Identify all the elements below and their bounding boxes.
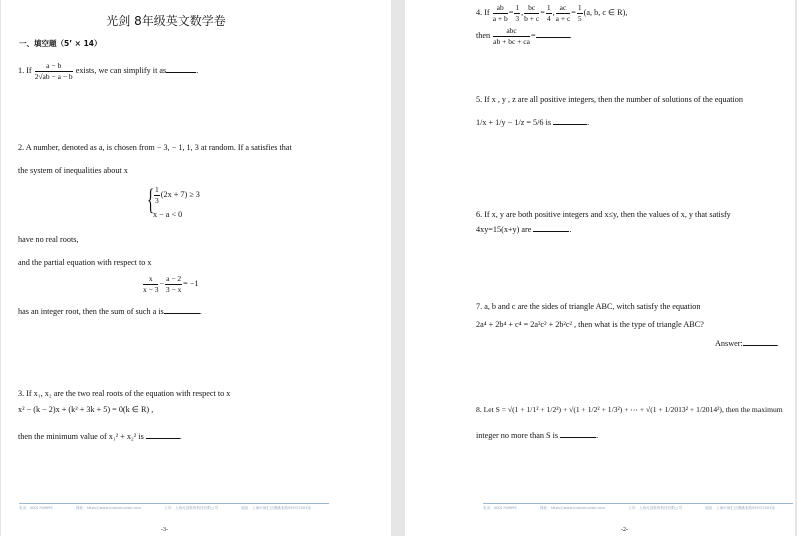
q4-answer-blank: [536, 30, 570, 38]
q5-equation-line: 1/x + 1/y − 1/z = 5/6 is .: [476, 118, 590, 127]
q2-line5-text: has an integer root, then the sum of such a is: [18, 307, 164, 316]
q2-line3: have no real roots,: [18, 235, 79, 244]
q2-answer-blank: [164, 306, 200, 314]
page-right: [405, 0, 795, 536]
system-brace: {: [147, 183, 155, 216]
q4-v2-num: 1: [546, 3, 551, 12]
page-footer: [483, 503, 793, 511]
footer-company: 公司：上海光剑教育科技有限公司: [628, 506, 683, 510]
q1-numerator: a − b: [35, 62, 73, 72]
q4-v3-num: 1: [577, 3, 582, 12]
q5-is: is: [545, 118, 552, 127]
q8-line2-text: integer no more than S is: [476, 431, 559, 440]
q5-line1: 5. If x , y , z are all positive integers, then the number of solutions of the equation: [476, 95, 743, 104]
eq-n1: x: [143, 275, 158, 285]
q8-prefix: 8. Let: [476, 405, 494, 414]
q4-then-text: then: [476, 30, 491, 40]
eq-d1: x − 3: [143, 284, 159, 294]
q7-line1: 7. a, b and c are the sides of triangle ABC, witch satisfy the equation: [476, 302, 701, 311]
q7-answer-label: Answer:: [715, 339, 743, 348]
q3-line2: x² − (k − 2)x + (k² + 3k + 5) = 0(k ∈ R) ,: [18, 405, 154, 414]
q8-answer-blank: [560, 430, 596, 438]
q4-v1-den: 3: [515, 13, 520, 23]
q4-f2-den: b + c: [524, 13, 540, 23]
eq-d2: 3 − x: [165, 284, 182, 294]
q8-line1: [476, 406, 783, 414]
footer-address: 地址：上海市徐汇区漕溪北路595号2503室: [241, 506, 312, 510]
q2-equation: $\frac{x}{x - 3}$ − $\frac{a - 2}{3 - x}$ = −1: [143, 274, 199, 294]
q4-target-den: ab + bc + ca: [493, 36, 530, 46]
q7-answer: Answer: .: [715, 339, 779, 348]
q1-fraction: [35, 62, 73, 80]
q2-inequality-2: x − a < 0: [153, 210, 183, 219]
q4-f3-num: ac: [556, 4, 571, 14]
footer-company: 公司：上海光剑教育科技有限公司: [164, 506, 219, 510]
footer-phone: 电话：4001706699: [19, 506, 53, 510]
q5-answer-blank: [553, 117, 587, 125]
q6-answer-blank: [533, 224, 569, 232]
q7-answer-blank: [743, 338, 777, 346]
q3-line3-text: then the minimum value of x₁² + x₂² is: [18, 432, 144, 441]
q2-line4: and the partial equation with respect to x: [18, 258, 152, 267]
eq-rhs: = −1: [183, 278, 199, 288]
q4-v1-num: 1: [515, 3, 520, 12]
q2-line1: 2. A number, denoted as a, is chosen from − 3, − 1, 1, 3 at random. If a satisfies that: [18, 143, 292, 152]
q4-target-num: abc: [493, 27, 530, 37]
q4-f1-num: ab: [493, 4, 508, 14]
q5-equation: 1/x + 1/y − 1/z = 5/6: [476, 118, 544, 127]
q3-line3: then the minimum value of x₁² + x₂² is .: [18, 432, 182, 441]
q4-then: then $\frac{\text{abc}}{ab + bc + ca}$ = .: [476, 26, 572, 46]
q4-f2-num: bc: [524, 4, 539, 14]
question-4: 4. If $\frac{ab}{a + b}$ = $\frac{1}{3}$ , $\frac{bc}{b + c}$ = $\frac{1}{4}$ , $\frac{ac}{a + c}$ = $\frac{1}{5}$ (a, b, c ∈ R),: [476, 3, 628, 23]
footer-phone: 电话：4001706699: [483, 506, 517, 510]
q1-answer-blank: [166, 65, 196, 73]
footer-website: 网址：https://www.hobusnuxian.com: [75, 506, 141, 510]
q7-line2: 2a⁴ + 2b⁴ + c⁴ = 2a²c² + 2b²c² , then what is the type of triangle ABC?: [476, 320, 704, 329]
q2-line5: has an integer root, then the sum of such a is .: [18, 307, 202, 316]
q3-answer-blank: [146, 431, 180, 439]
q6-line1: 6. If x, y are both positive integers and x≤y, then the values of x, y that satisfy: [476, 210, 731, 219]
page-footer: [19, 503, 329, 511]
q6-line2: 4xy=15(x+y) are .: [476, 225, 572, 234]
q8-suffix: , then the maximum: [721, 405, 783, 414]
q2-inequality-1: [153, 186, 200, 204]
q3-line1: 3. If x₁, x₂ are the two real roots of the equation with respect to x: [18, 389, 231, 398]
section-heading: 一、填空题（5’ × 14）: [19, 39, 102, 48]
page-title: 光剑 8年级英文数学卷: [106, 14, 226, 28]
page-left: [1, 0, 391, 536]
q4-f1-den: a + b: [492, 13, 508, 23]
q1-prefix: 1. If: [18, 65, 32, 75]
q1-suffix: exists, we can simplify it as: [75, 65, 167, 75]
q4-v2-den: 4: [546, 13, 551, 23]
q4-prefix: 4. If: [476, 7, 490, 17]
footer-address: 地址：上海市徐汇区漕溪北路595号2503室: [705, 506, 776, 510]
q4-v3-den: 5: [577, 13, 582, 23]
q8-line2: integer no more than S is .: [476, 431, 599, 440]
q4-condition: (a, b, c ∈ R),: [583, 7, 628, 17]
ineq1-den: 3: [155, 195, 159, 205]
question-1: 1. If $\frac{a - b}{2√ab - a - b}$ exists, we can simplify it as .: [18, 61, 199, 81]
q2-line2: the system of inequalities about x: [18, 166, 128, 175]
ineq1-num: 1: [155, 185, 159, 194]
q1-denominator: 2√ab − a − b: [34, 71, 73, 81]
footer-website: 网址：https://www.hobusnuxian.com: [539, 506, 605, 510]
ineq1-rest: (2x + 7) ≥ 3: [160, 189, 200, 199]
eq-n2: a − 2: [166, 274, 182, 283]
q6-line2-text: 4xy=15(x+y) are: [476, 225, 532, 234]
page-number: -3-: [161, 527, 168, 533]
q4-f3-den: a + c: [555, 13, 571, 23]
q8-expression: S = √(1 + 1/1² + 1/2²) + √(1 + 1/2² + 1/3²) + ⋯ + √(1 + 1/2013² + 1/2014²): [495, 405, 722, 414]
page-number: -2-: [621, 527, 628, 533]
